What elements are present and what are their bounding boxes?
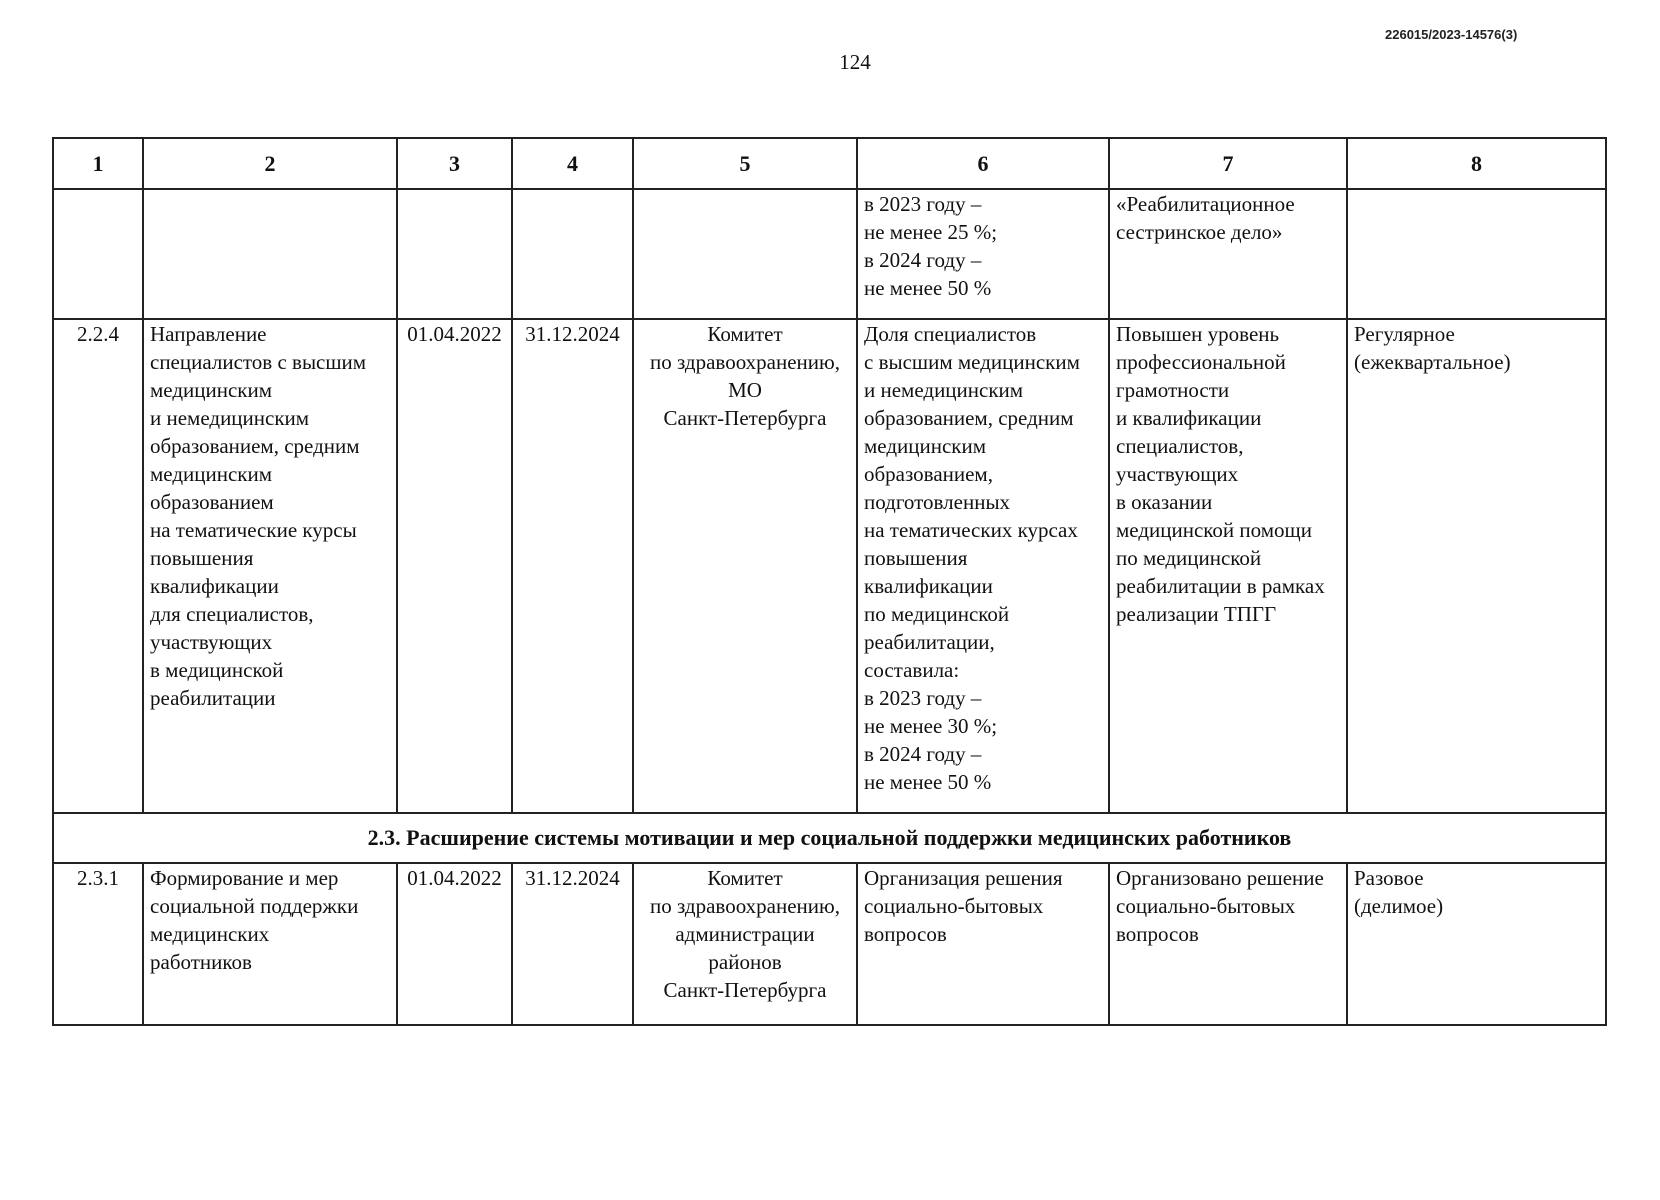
executor-cell — [633, 319, 857, 813]
text-line: в 2023 году – — [864, 686, 982, 710]
text-line: сестринское дело» — [1116, 220, 1283, 244]
text-line: и квалификации — [1116, 406, 1262, 430]
table-cell — [633, 189, 857, 319]
text-line: по здравоохранению, — [650, 350, 840, 374]
start-date: 01.04.2022 — [397, 319, 512, 813]
executor-cell — [633, 863, 857, 1025]
table-row — [53, 863, 1606, 1025]
text-line: социально-бытовых — [864, 894, 1044, 918]
table-cell — [53, 189, 143, 319]
text-line: Разовое — [1354, 866, 1424, 890]
header-cell: 6 — [857, 138, 1109, 189]
text-line: Регулярное — [1354, 322, 1455, 346]
header-cell: 4 — [512, 138, 633, 189]
result-cell — [1109, 319, 1347, 813]
text-line: не менее 30 %; — [864, 714, 998, 738]
page-number: 124 — [839, 50, 871, 74]
table-cell — [1347, 189, 1606, 319]
text-line: составила: — [864, 658, 960, 682]
table-cell — [512, 189, 633, 319]
result-cell — [1109, 863, 1347, 1025]
text-line: в 2024 году – — [864, 742, 982, 766]
text-line: и немедицинским — [864, 378, 1024, 402]
text-line: Формирование и мер — [150, 866, 339, 890]
text-line: участвующих — [150, 630, 273, 654]
table-cell — [143, 189, 397, 319]
start-date: 01.04.2022 — [397, 863, 512, 1025]
text-line: образованием, средним — [864, 406, 1074, 430]
text-line: в 2024 году – — [864, 248, 982, 272]
end-date: 31.12.2024 — [512, 319, 633, 813]
text-line: в 2023 году – — [864, 192, 982, 216]
header-cell: 7 — [1109, 138, 1347, 189]
text-line: социальной поддержки — [150, 894, 359, 918]
text-line: по медицинской — [864, 602, 1010, 626]
text-line: медицинским — [864, 434, 987, 458]
indicator-cell — [857, 189, 1109, 319]
header-cell: 8 — [1347, 138, 1606, 189]
text-line: (делимое) — [1354, 894, 1444, 918]
item-name — [143, 319, 397, 813]
text-line: по здравоохранению, — [650, 894, 840, 918]
text-line: повышения — [864, 546, 968, 570]
text-line: Доля специалистов — [864, 322, 1037, 346]
text-line: и немедицинским — [150, 406, 310, 430]
header-cell: 5 — [633, 138, 857, 189]
table-row — [53, 189, 1606, 319]
text-line: повышения — [150, 546, 254, 570]
indicator-cell — [857, 863, 1109, 1025]
text-line: квалификации — [864, 574, 993, 598]
section-row — [53, 813, 1606, 863]
text-line: не менее 25 %; — [864, 220, 998, 244]
text-line: социально-бытовых — [1116, 894, 1296, 918]
text-line: участвующих — [1116, 462, 1239, 486]
document-id: 226015/2023-14576(3) — [1385, 27, 1518, 42]
header-cell: 3 — [397, 138, 512, 189]
text-line: не менее 50 % — [864, 276, 992, 300]
text-line: подготовленных — [864, 490, 1011, 514]
text-line: профессиональной — [1116, 350, 1286, 374]
item-name — [143, 863, 397, 1025]
table-cell — [397, 189, 512, 319]
text-line: Санкт-Петербурга — [663, 978, 827, 1002]
text-line: Организовано решение — [1116, 866, 1324, 890]
text-line: реабилитации, — [864, 630, 995, 654]
text-line: реабилитации в рамках — [1116, 574, 1325, 598]
result-cell — [1109, 189, 1347, 319]
text-line: на тематических курсах — [864, 518, 1078, 542]
text-line: вопросов — [864, 922, 947, 946]
text-line: квалификации — [150, 574, 279, 598]
text-line: МО — [728, 378, 762, 402]
text-line: медицинским — [150, 378, 273, 402]
text-line: Санкт-Петербурга — [663, 406, 827, 430]
text-line: специалистов, — [1116, 434, 1244, 458]
text-line: образованием — [150, 490, 274, 514]
type-cell — [1347, 863, 1606, 1025]
header-cell: 2 — [143, 138, 397, 189]
header-row — [53, 138, 1606, 189]
text-line: по медицинской — [1116, 546, 1262, 570]
text-line: вопросов — [1116, 922, 1199, 946]
text-line: реализации ТПГГ — [1116, 602, 1277, 626]
text-line: (ежеквартальное) — [1354, 350, 1511, 374]
text-line: Комитет — [707, 866, 783, 890]
text-line: на тематические курсы — [150, 518, 357, 542]
item-number: 2.2.4 — [53, 319, 143, 813]
text-line: для специалистов, — [150, 602, 314, 626]
text-line: не менее 50 % — [864, 770, 992, 794]
section-title: 2.3. Расширение системы мотивации и мер социальной поддержки медицинских работников — [53, 813, 1606, 863]
text-line: медицинских — [150, 922, 270, 946]
text-line: Организация решения — [864, 866, 1063, 890]
text-line: администрации — [675, 922, 815, 946]
indicator-cell — [857, 319, 1109, 813]
table-row — [53, 319, 1606, 813]
text-line: с высшим медицинским — [864, 350, 1080, 374]
text-line: Повышен уровень — [1116, 322, 1280, 346]
text-line: медицинским — [150, 462, 273, 486]
text-line: специалистов с высшим — [150, 350, 367, 374]
text-line: образованием, средним — [150, 434, 360, 458]
item-number: 2.3.1 — [53, 863, 143, 1025]
text-line: грамотности — [1116, 378, 1230, 402]
text-line: районов — [708, 950, 782, 974]
text-line: в оказании — [1116, 490, 1213, 514]
plan-table — [52, 137, 1607, 1026]
text-line: Направление — [150, 322, 267, 346]
text-line: медицинской помощи — [1116, 518, 1312, 542]
text-line: «Реабилитационное — [1116, 192, 1295, 216]
text-line: реабилитации — [150, 686, 276, 710]
header-cell: 1 — [53, 138, 143, 189]
type-cell — [1347, 319, 1606, 813]
text-line: в медицинской — [150, 658, 284, 682]
text-line: работников — [150, 950, 252, 974]
end-date: 31.12.2024 — [512, 863, 633, 1025]
text-line: образованием, — [864, 462, 993, 486]
text-line: Комитет — [707, 322, 783, 346]
